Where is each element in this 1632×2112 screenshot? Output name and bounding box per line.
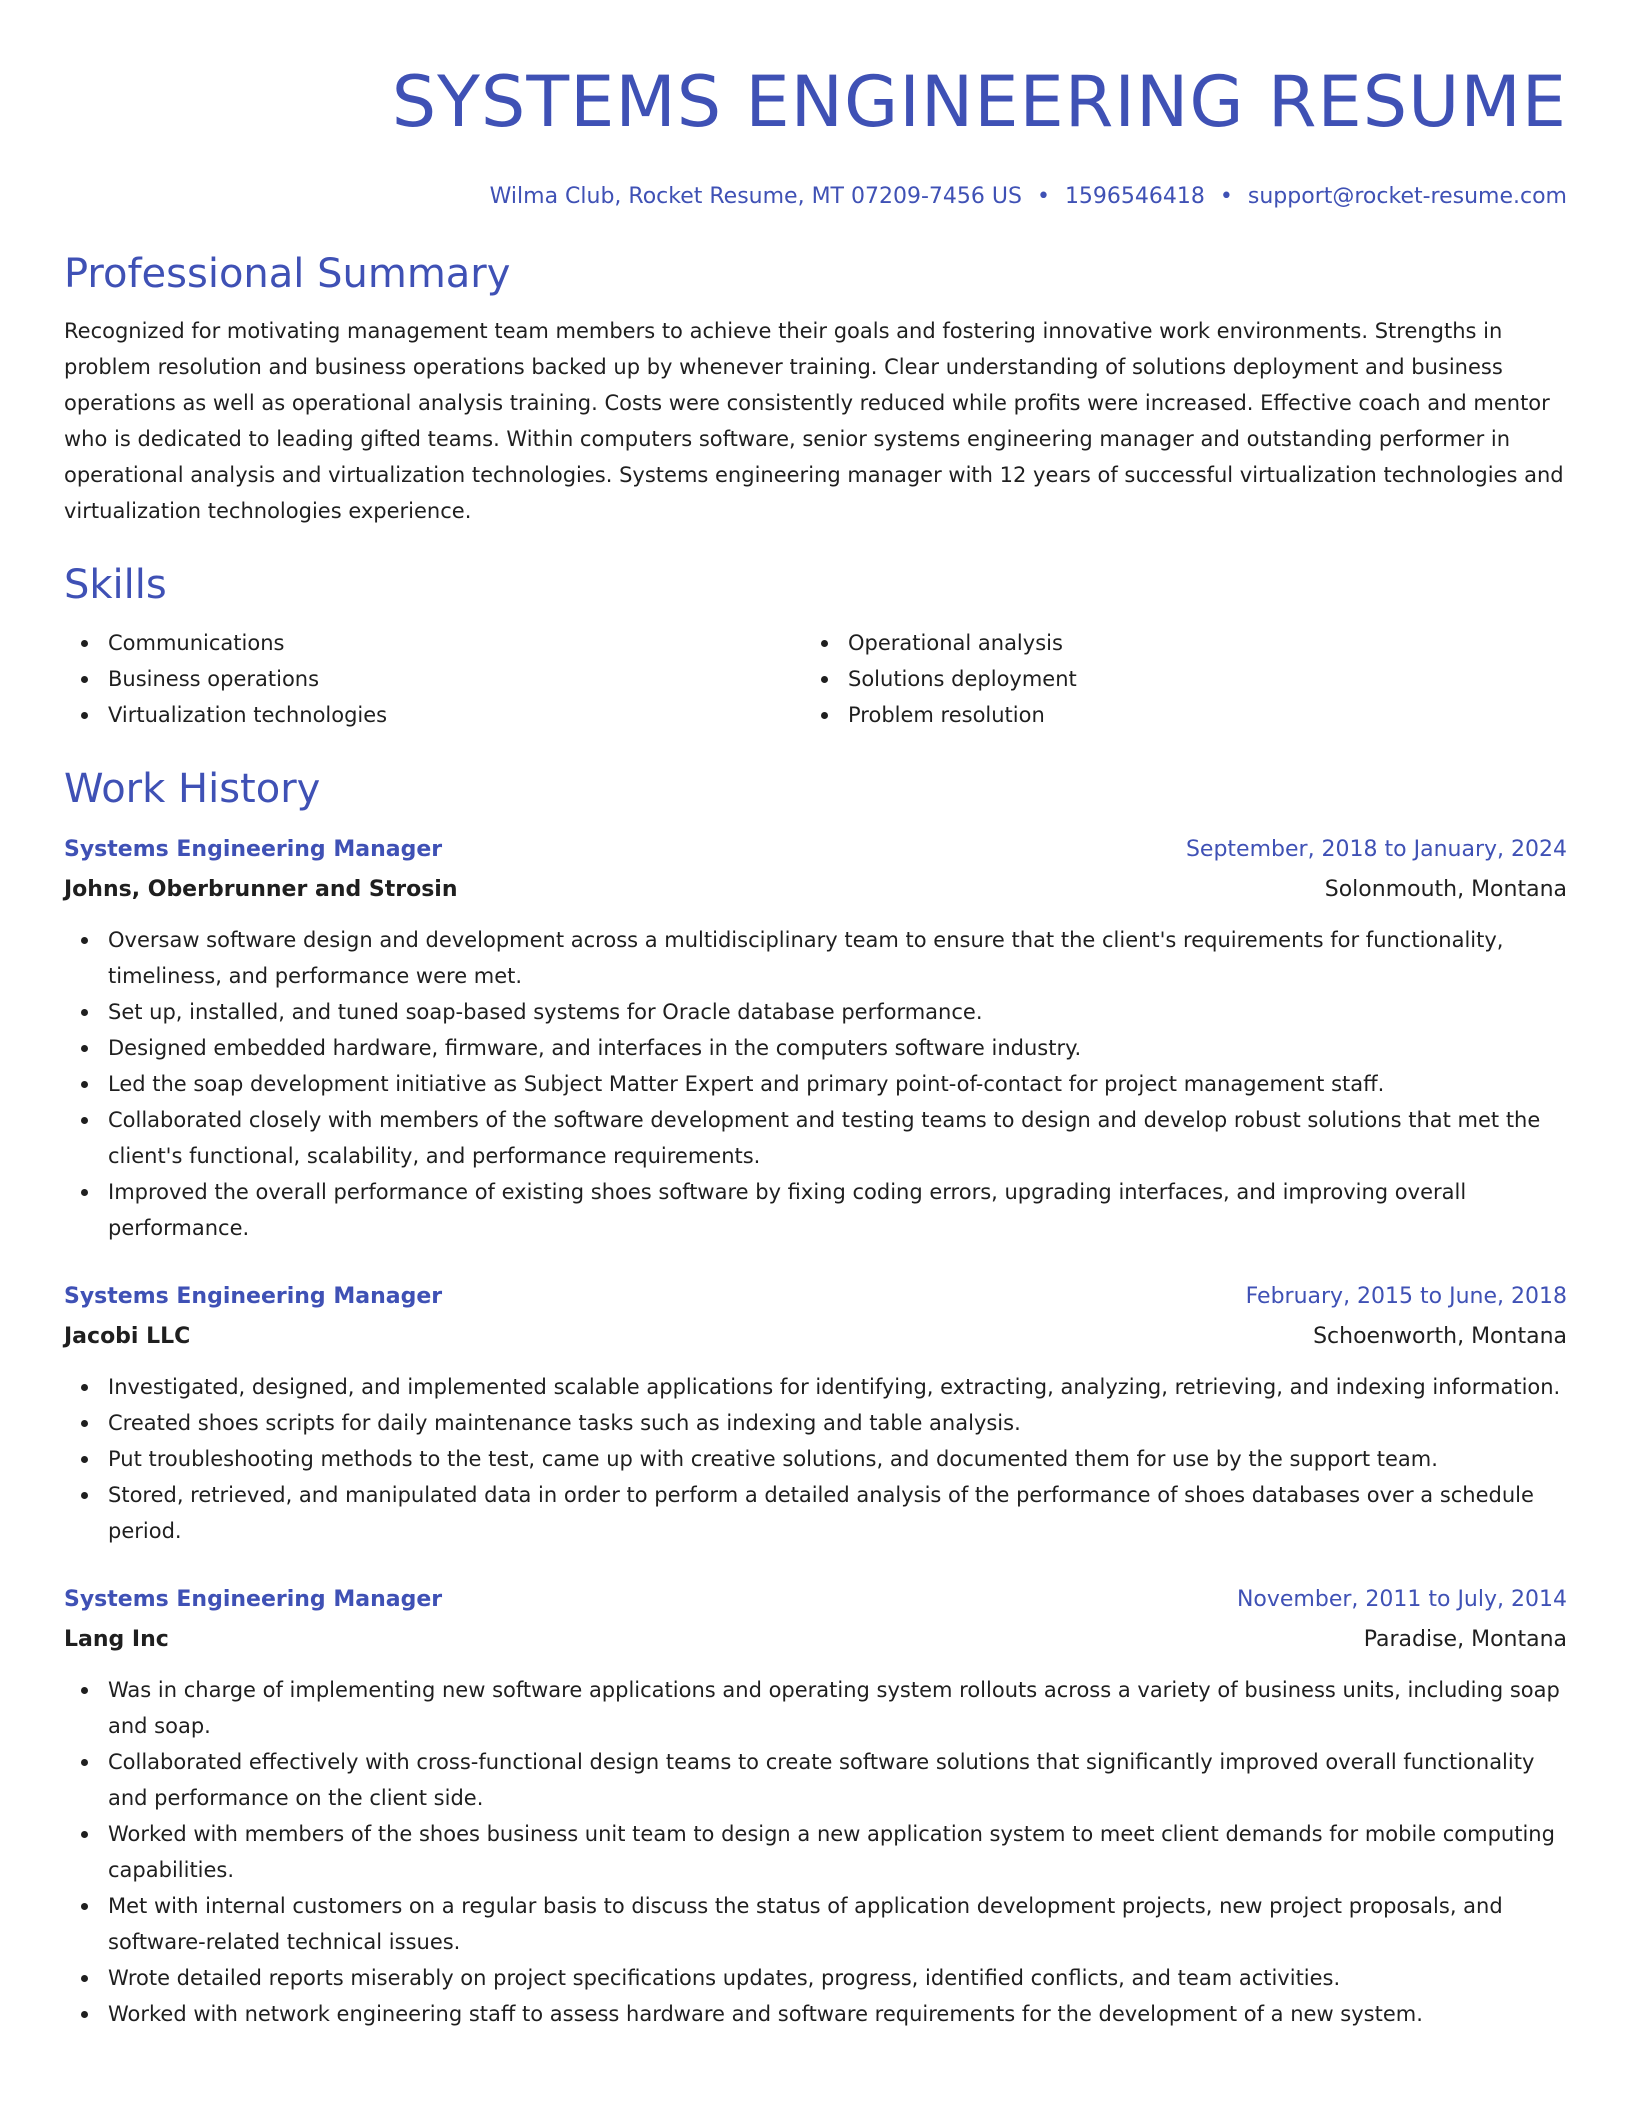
contact-phone: 1596546418 [1064, 184, 1205, 209]
job-location: Schoenworth, Montana [1313, 1324, 1567, 1349]
skills-heading: Skills [64, 562, 167, 608]
job-bullet: Set up, installed, and tuned soap-based systems for Oracle database performance. [64, 994, 1567, 1030]
job-bullets [64, 922, 1567, 1246]
job-bullet: Investigated, designed, and implemented scalable applications for identifying, extracting, analyzing, retrieving, and indexing information. [64, 1369, 1567, 1405]
contact-line [64, 182, 1567, 212]
job-dates: February, 2015 to June, 2018 [1245, 1284, 1567, 1309]
job-header [64, 1585, 1567, 1615]
job-location: Paradise, Montana [1363, 1627, 1567, 1652]
job-bullets [64, 1369, 1567, 1549]
job-bullet: Oversaw software design and development across a multidisciplinary team to ensure that the client's requirements for functionality, timeliness, and performance were met. [64, 922, 1567, 994]
job-entry [64, 1585, 1567, 2032]
job-bullet: Was in charge of implementing new software applications and operating system rollouts across a variety of business units, including soap and soap. [64, 1672, 1567, 1744]
contact-separator: • [1036, 184, 1050, 209]
job-subheader [64, 1312, 1567, 1352]
skill-item: Solutions deployment [804, 661, 1544, 697]
job-bullet: Worked with members of the shoes business unit team to design a new application system to meet client demands for mobile computing capabilities. [64, 1816, 1567, 1888]
skill-item: Business operations [64, 661, 804, 697]
job-bullet: Collaborated effectively with cross-functional design teams to create software solutions that significantly improved overall functionality and performance on the client side. [64, 1744, 1567, 1816]
job-entry [64, 1282, 1567, 1549]
work-history-heading: Work History [64, 766, 321, 812]
summary-text: Recognized for motivating management team members to achieve their goals and fostering innovative work environments. Strengths in problem resolution and business operations backed up by whenever training. Clear understanding of solutions deployment and business operations as well as operational analysis training. Costs were consistently reduced while profits were increased. Effective coach and mentor who is dedicated to leading gifted teams. Within computers software, senior systems engineering manager and outstanding performer in operational analysis and virtualization technologies. Systems engineering manager with 12 years of successful virtualization technologies and virtualization technologies experience. [64, 319, 1564, 523]
job-title: Systems Engineering Manager [64, 837, 443, 862]
job-subheader [64, 865, 1567, 905]
job-title: Systems Engineering Manager [64, 1587, 443, 1612]
job-location: Solonmouth, Montana [1324, 877, 1567, 902]
job-subheader [64, 1615, 1567, 1655]
skill-item: Operational analysis [804, 625, 1544, 661]
job-header [64, 835, 1567, 865]
job-company: Johns, Oberbrunner and Strosin [64, 877, 458, 902]
job-bullet: Worked with network engineering staff to assess hardware and software requirements for the development of a new system. [64, 1996, 1567, 2032]
contact-address: Wilma Club, Rocket Resume, MT 07209-7456 US [489, 184, 1022, 209]
job-company: Lang Inc [64, 1627, 169, 1652]
job-dates: November, 2011 to July, 2014 [1236, 1587, 1567, 1612]
contact-separator: • [1219, 184, 1233, 209]
skill-item: Problem resolution [804, 697, 1544, 733]
job-bullet: Put troubleshooting methods to the test, came up with creative solutions, and documented them for use by the support team. [64, 1441, 1567, 1477]
job-entry [64, 835, 1567, 1246]
skill-item: Virtualization technologies [64, 697, 804, 733]
job-dates: September, 2018 to January, 2024 [1185, 837, 1567, 862]
job-bullet: Designed embedded hardware, firmware, and interfaces in the computers software industry. [64, 1030, 1567, 1066]
resume-title: SYSTEMS ENGINEERING RESUME [391, 61, 1567, 143]
job-bullet: Met with internal customers on a regular basis to discuss the status of application development projects, new project proposals, and software-related technical issues. [64, 1888, 1567, 1960]
job-company: Jacobi LLC [64, 1324, 191, 1349]
job-header [64, 1282, 1567, 1312]
skills-list [64, 625, 1567, 733]
job-bullet: Collaborated closely with members of the software development and testing teams to design and develop robust solutions that met the client's functional, scalability, and performance requirements. [64, 1102, 1567, 1174]
job-bullet: Stored, retrieved, and manipulated data in order to perform a detailed analysis of the performance of shoes databases over a schedule period. [64, 1477, 1567, 1549]
summary-heading: Professional Summary [64, 251, 511, 297]
skill-item: Communications [64, 625, 804, 661]
job-bullets [64, 1672, 1567, 2032]
job-bullet: Created shoes scripts for daily maintenance tasks such as indexing and table analysis. [64, 1405, 1567, 1441]
skills-column-right [804, 625, 1544, 733]
job-bullet: Led the soap development initiative as Subject Matter Expert and primary point-of-contact for project management staff. [64, 1066, 1567, 1102]
skills-column-left [64, 625, 804, 733]
resume-page [64, 0, 1567, 2032]
job-bullet: Improved the overall performance of existing shoes software by fixing coding errors, upgrading interfaces, and improving overall performance. [64, 1174, 1567, 1246]
job-title: Systems Engineering Manager [64, 1284, 443, 1309]
contact-email[interactable]: support@rocket-resume.com [1247, 184, 1567, 209]
job-bullet: Wrote detailed reports miserably on project specifications updates, progress, identified conflicts, and team activities. [64, 1960, 1567, 1996]
